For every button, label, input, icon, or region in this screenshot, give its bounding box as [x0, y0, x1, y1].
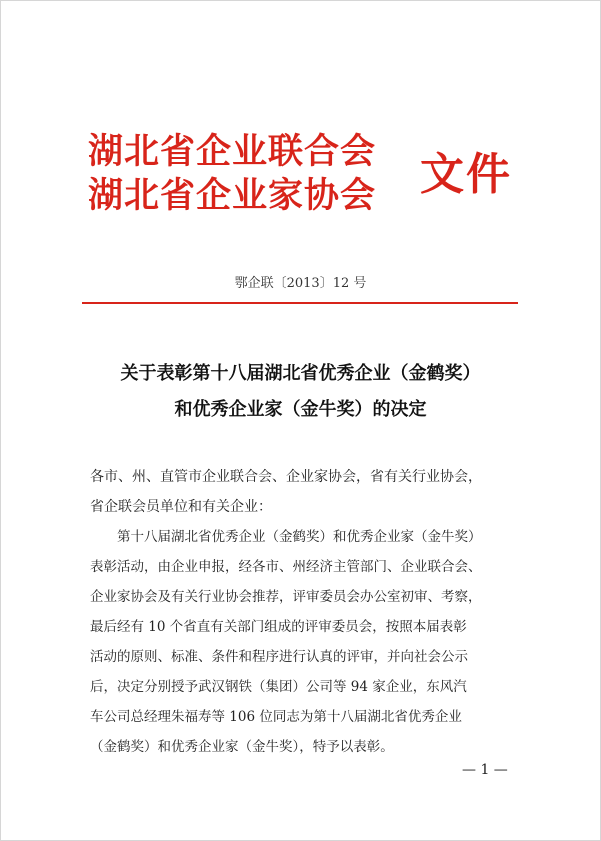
title-line-2: 和优秀企业家（金牛奖）的决定	[174, 399, 427, 420]
body-paragraph	[90, 522, 520, 762]
body-line-6: 后，决定分别授予武汉钢铁（集团）公司等 94 家企业，东风汽	[90, 679, 467, 695]
recipients-line-2: 省企联会员单位和有关企业：	[90, 499, 272, 515]
issuer-block	[88, 130, 376, 218]
body-line-5: 活动的原则、标准、条件和程序进行认真的评审，并向社会公示	[90, 649, 468, 665]
body-line-8: （金鹤奖）和优秀企业家（金牛奖），特予以表彰。	[90, 739, 394, 755]
body-line-1: 第十八届湖北省优秀企业（金鹤奖）和优秀企业家（金牛奖）	[90, 529, 482, 545]
issuer-line-1: 湖北省企业联合会	[88, 132, 377, 172]
body-line-4: 最后经有 10 个省直有关部门组成的评审委员会，按照本届表彰	[90, 619, 467, 635]
title-line-1: 关于表彰第十八届湖北省优秀企业（金鹤奖）	[120, 363, 481, 384]
header-divider	[82, 302, 518, 304]
body-line-3: 企业家协会及有关行业协会推荐，评审委员会办公室初审、考察，	[90, 589, 482, 605]
body-line-2: 表彰活动，由企业申报，经各市、州经济主管部门、企业联合会、	[90, 559, 482, 575]
recipients	[90, 462, 520, 522]
document-type-label: 文件	[420, 149, 512, 200]
document-number: 鄂企联〔2013〕12 号	[234, 276, 367, 291]
recipients-line-1: 各市、州、直管市企业联合会、企业家协会，省有关行业协会，	[90, 469, 482, 485]
issuer-line-2: 湖北省企业家协会	[88, 176, 377, 216]
body-line-7: 车公司总经理朱福寿等 106 位同志为第十八届湖北省优秀企业	[90, 709, 462, 725]
document-title	[0, 356, 601, 428]
page-number: — 1 —	[462, 762, 508, 778]
